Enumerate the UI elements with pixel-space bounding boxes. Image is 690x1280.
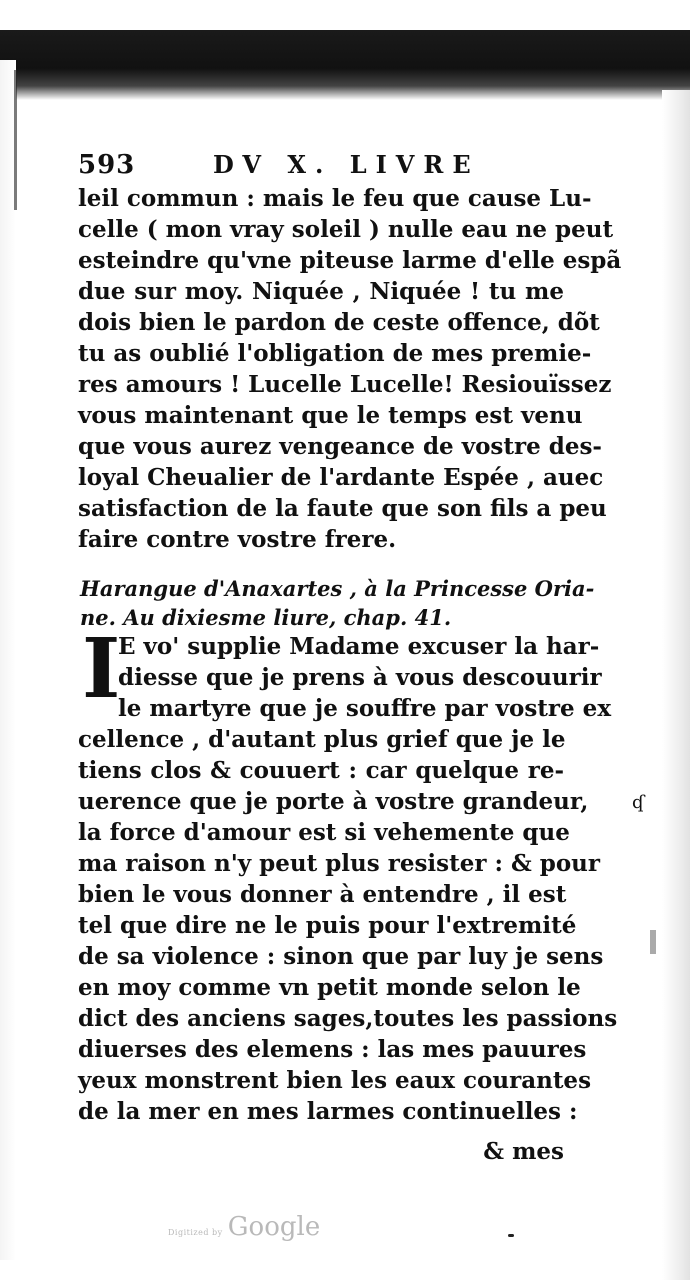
text-line: tel que dire ne le puis pour l'extremité [78, 912, 577, 939]
text-line: leil commun : mais le feu que cause Lu- [78, 185, 592, 212]
text-line: de la mer en mes larmes continuelles : [78, 1098, 578, 1125]
scan-left-edge [0, 60, 16, 1260]
text-line: diuerses des elemens : las mes pauures [78, 1036, 587, 1063]
text-line: faire contre vostre frere. [78, 526, 397, 553]
text-line: dois bien le pardon de ceste offence, dõt [78, 309, 600, 336]
text-line: vous maintenant que le temps est venu [78, 402, 583, 429]
ink-speck [508, 1234, 514, 1237]
text-line: cellence , d'autant plus grief que je le [78, 726, 566, 753]
text-line: res amours ! Lucelle Lucelle! Resiouïssez [78, 371, 612, 398]
text-line: dict des anciens sages,toutes les passions [78, 1005, 618, 1032]
page-header [78, 150, 598, 184]
text-line: esteindre qu'vne piteuse larme d'elle espã [78, 247, 622, 274]
digitized-watermark [168, 1212, 328, 1242]
catchword: & mes [483, 1138, 564, 1165]
text-line: diesse que je prens à vous descouurir [118, 664, 602, 691]
text-line: tu as oublié l'obligation de mes premie- [78, 340, 592, 367]
watermark-brand: Google [227, 1212, 321, 1242]
text-line: bien le vous donner à entendre , il est [78, 881, 567, 908]
text-line: que vous aurez vengeance de vostre des- [78, 433, 602, 460]
heading-line: ne. Au dixiesme liure, chap. 41. [80, 605, 452, 630]
running-head: DV X. LIVRE [213, 150, 480, 179]
text-line: loyal Cheualier de l'ardante Espée , auec [78, 464, 604, 491]
text-line: le martyre que je souffre par vostre ex [118, 695, 612, 722]
text-line: la force d'amour est si vehemente que [78, 819, 570, 846]
text-line: en moy comme vn petit monde selon le [78, 974, 581, 1001]
text-line: due sur moy. Niquée , Niquée ! tu me [78, 278, 564, 305]
watermark-prefix: Digitized by [168, 1228, 223, 1237]
scan-right-edge [662, 90, 690, 1280]
text-line: de sa violence : sinon que par luy je sens [78, 943, 604, 970]
heading-line: Harangue d'Anaxartes , à la Princesse Oria- [80, 576, 595, 601]
text-line: celle ( mon vray soleil ) nulle eau ne peut [78, 216, 614, 243]
section-heading [80, 574, 595, 632]
scan-edge-line [14, 70, 17, 210]
drop-cap: I [82, 621, 121, 717]
text-line: tiens clos & couuert : car quelque re- [78, 757, 564, 784]
margin-mark: ʠ [632, 792, 645, 813]
body-text-part2 [78, 621, 618, 1127]
text-line: yeux monstrent bien les eaux courantes [78, 1067, 592, 1094]
body-text-part1 [78, 183, 622, 555]
margin-mark-secondary [650, 930, 656, 954]
text-line: uerence que je porte à vostre grandeur, [78, 788, 589, 815]
text-line: satisfaction de la faute que son fils a peu [78, 495, 607, 522]
page-number: 593 [78, 150, 136, 180]
scan-top-shadow [0, 30, 690, 100]
text-line: ma raison n'y peut plus resister : & pour [78, 850, 601, 877]
text-line: E vo' supplie Madame excuser la har- [118, 633, 600, 660]
